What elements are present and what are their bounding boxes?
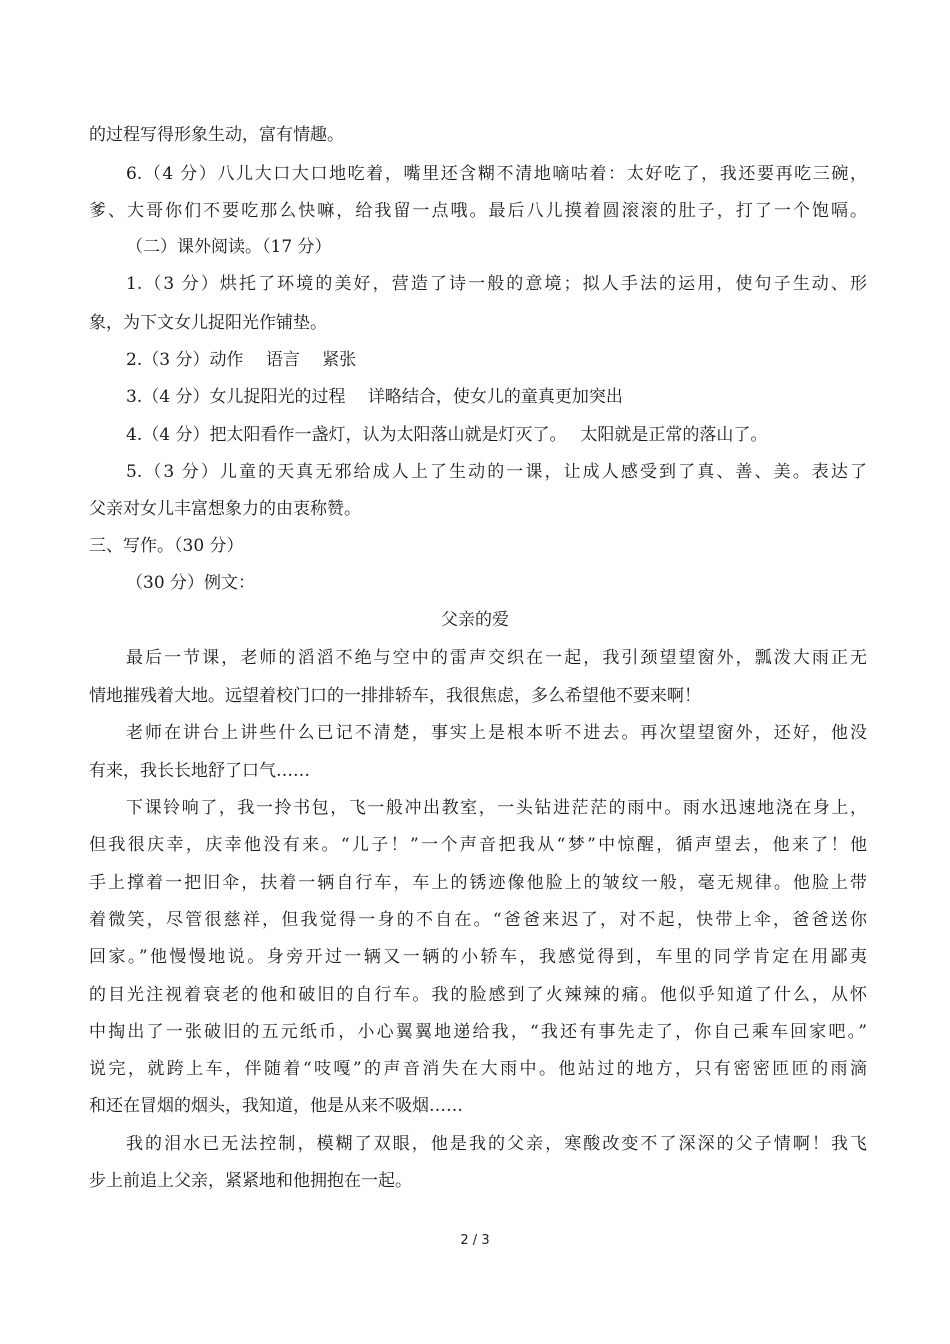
text-line: 3.（4 分）女儿捉阳光的过程 详略结合，使女儿的童真更加突出 (126, 387, 623, 407)
text-line: 回家。”他慢慢地说。身旁开过一辆又一辆的小轿车，我感觉得到，车里的同学肯定在用鄙夷 (89, 947, 867, 967)
text-line: （30 分）例文： (126, 573, 256, 593)
text-line: 最后一节课，老师的滔滔不绝与空中的雷声交织在一起，我引颈望望窗外，瓢泼大雨正无 (126, 648, 867, 668)
text-line: 步上前追上父亲，紧紧地和他拥抱在一起。 (89, 1171, 412, 1191)
text-line: 6.（4 分）八儿大口大口地吃着，嘴里还含糊不清地嘀咕着：太好吃了，我还要再吃三碗， (126, 164, 867, 184)
text-line: 手上撑着一把旧伞，扶着一辆自行车，车上的锈迹像他脸上的皱纹一般，毫无规律。他脸上带 (89, 873, 867, 893)
text-line: 和还在冒烟的烟头，我知道，他是从来不吸烟…… (89, 1096, 463, 1116)
essay-title: 父亲的爱 (441, 610, 509, 630)
text-line: 说完，就跨上车，伴随着“吱嘎”的声音消失在大雨中。他站过的地方，只有密密匝匝的雨滴 (89, 1059, 867, 1079)
text-line: 中掏出了一张破旧的五元纸币，小心翼翼地递给我，“我还有事先走了，你自己乘车回家吧。” (89, 1022, 867, 1042)
section-heading: 三、写作。（30 分） (89, 536, 244, 556)
text-line: 爹、大哥你们不要吃那么快嘛，给我留一点哦。最后八儿摸着圆滚滚的肚子，打了一个饱嗝。 (89, 201, 867, 221)
text-line: 下课铃响了，我一拎书包，飞一般冲出教室，一头钻进茫茫的雨中。雨水迅速地浇在身上， (126, 798, 867, 818)
text-line: 5.（3 分）儿童的天真无邪给成人上了生动的一课，让成人感受到了真、善、美。表达了 (126, 462, 867, 482)
text-line: 情地摧残着大地。远望着校门口的一排排轿车，我很焦虑，多么希望他不要来啊！ (89, 686, 701, 706)
text-line: 象，为下文女儿捉阳光作铺垫。 (89, 313, 327, 333)
text-line: 4.（4 分）把太阳看作一盏灯，认为太阳落山就是灯灭了。 太阳就是正常的落山了。 (126, 425, 768, 445)
text-line: 但我很庆幸，庆幸他没有来。“儿子！”一个声音把我从“梦”中惊醒，循声望去，他来了！他 (89, 835, 867, 855)
text-line: 我的泪水已无法控制，模糊了双眼，他是我的父亲，寒酸改变不了深深的父子情啊！我飞 (126, 1134, 867, 1154)
text-line: 的过程写得形象生动，富有情趣。 (89, 125, 344, 145)
text-line: 2.（3 分）动作 语言 紧张 (126, 350, 357, 370)
text-line: 有来，我长长地舒了口气…… (89, 761, 310, 781)
text-line: 1.（3 分）烘托了环境的美好，营造了诗一般的意境；拟人手法的运用，使句子生动、形 (126, 274, 867, 294)
text-line: 的目光注视着衰老的他和破旧的自行车。我的脸感到了火辣辣的痛。他似乎知道了什么，从怀 (89, 985, 867, 1005)
page-number: 2 / 3 (460, 1233, 490, 1248)
text-line: 父亲对女儿丰富想象力的由衷称赞。 (89, 499, 361, 519)
section-heading: （二）课外阅读。（17 分） (126, 237, 332, 257)
text-line: 着微笑，尽管很慈祥，但我觉得一身的不自在。“爸爸来迟了，对不起，快带上伞，爸爸送你 (89, 910, 867, 930)
text-line: 老师在讲台上讲些什么已记不清楚，事实上是根本听不进去。再次望望窗外，还好，他没 (126, 723, 867, 743)
